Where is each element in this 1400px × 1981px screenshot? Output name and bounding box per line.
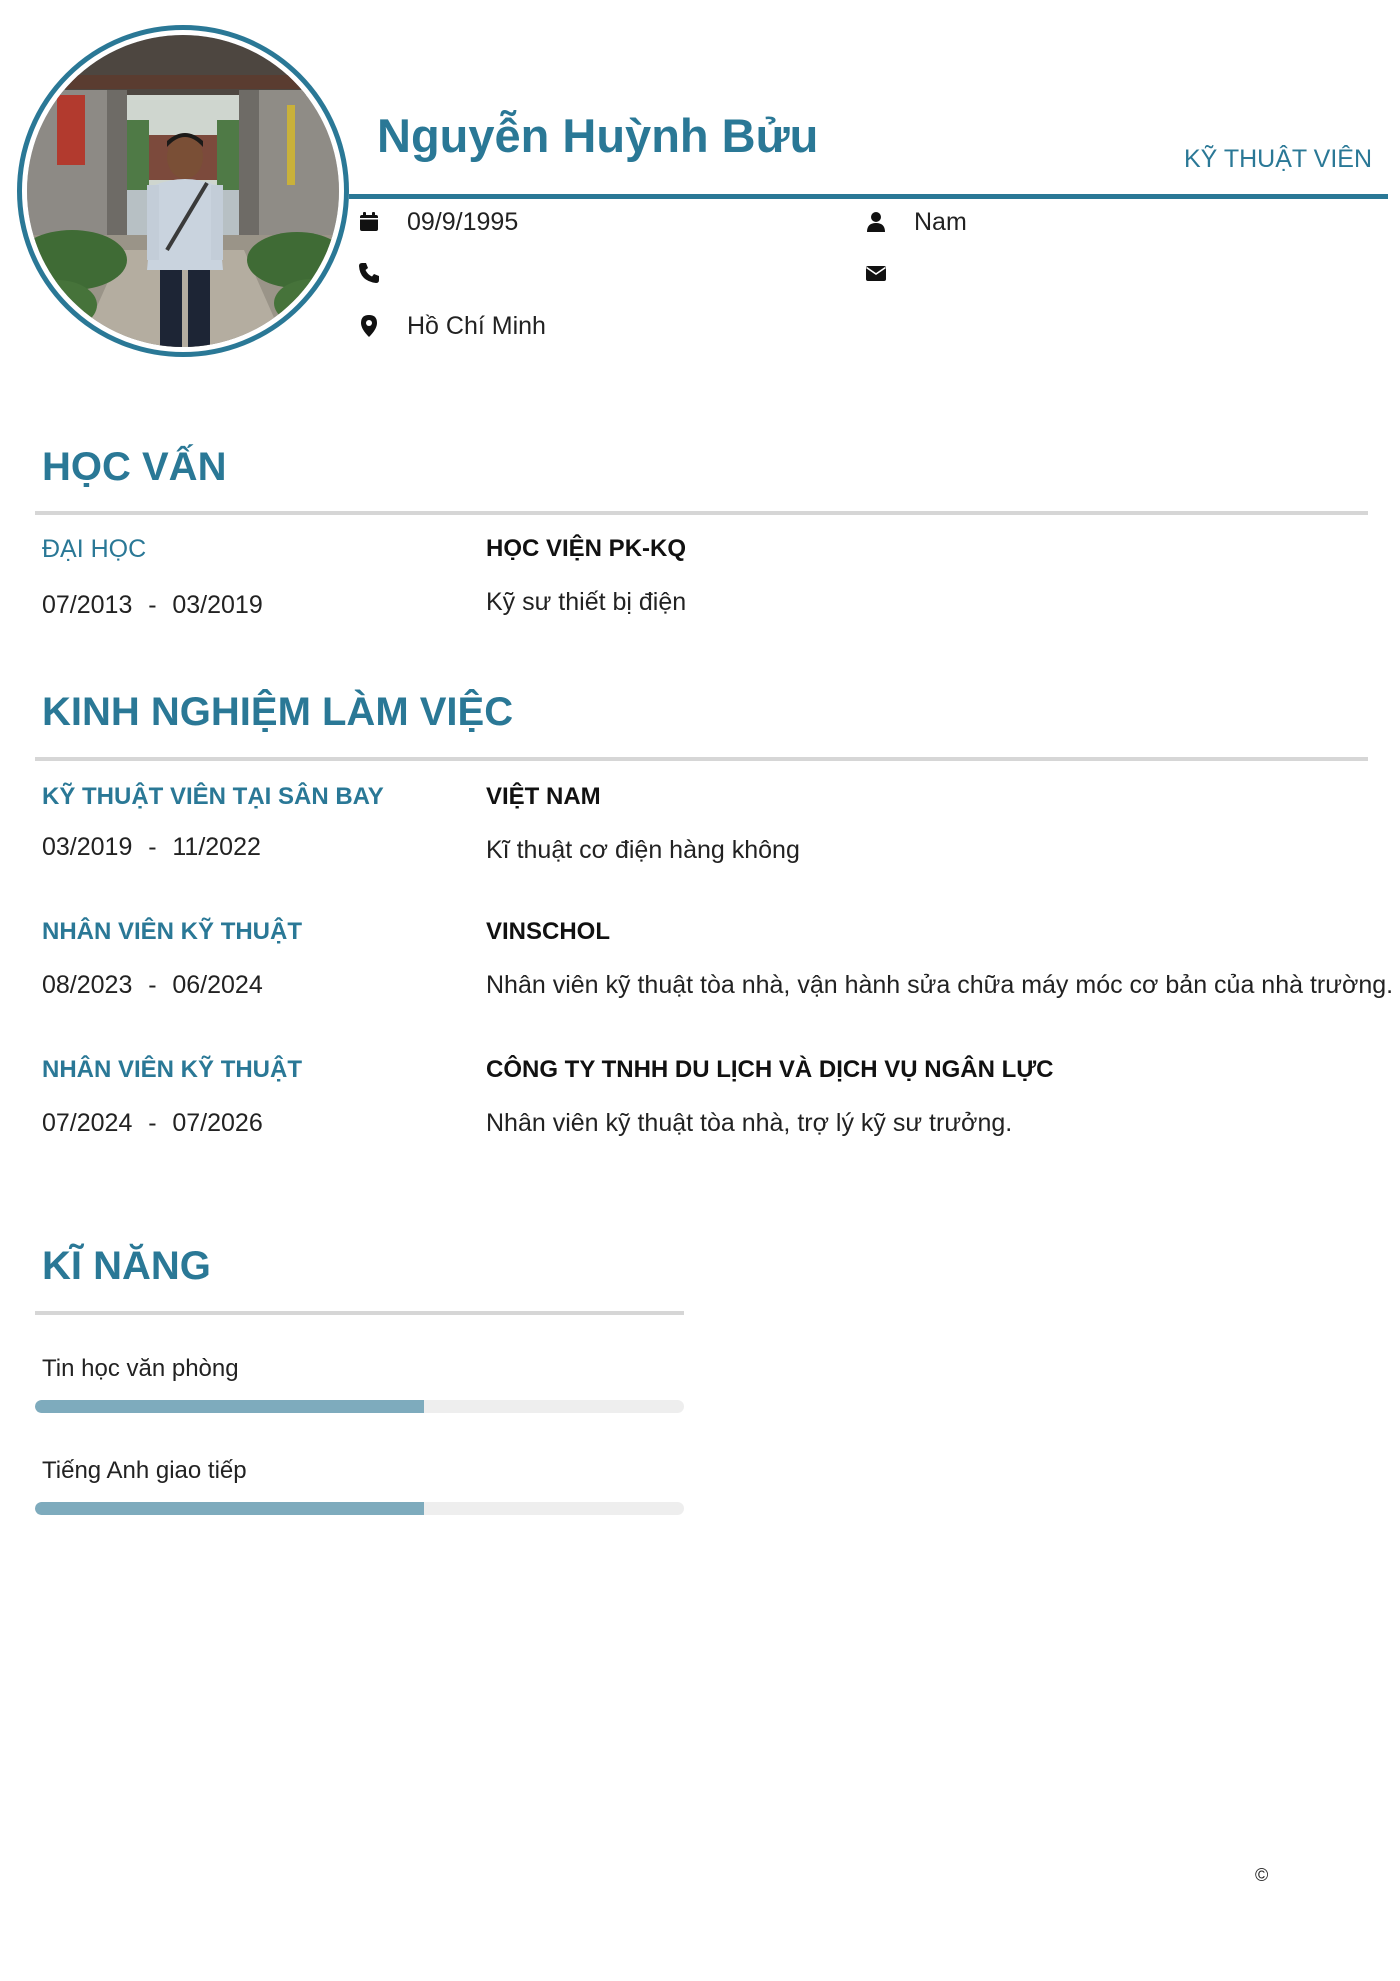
skill-name: Tin học văn phòng — [42, 1355, 239, 1382]
skill-level-fill — [35, 1502, 424, 1515]
copyright-mark: © — [1255, 1865, 1269, 1885]
gender-value: Nam — [914, 207, 967, 236]
education-end-date: 03/2019 — [172, 591, 263, 619]
map-pin-icon — [356, 313, 382, 339]
experience-start-date: 07/2024 — [42, 1109, 133, 1137]
experience-end-date: 11/2022 — [172, 833, 261, 861]
education-dates — [42, 591, 263, 620]
education-description: Kỹ sư thiết bị điện — [486, 588, 687, 616]
education-section-title: HỌC VẤN — [42, 445, 227, 489]
skills-section-title: KĨ NĂNG — [42, 1244, 211, 1288]
experience-company: CÔNG TY TNHH DU LỊCH VÀ DỊCH VỤ NGÂN LỰC — [486, 1056, 1054, 1083]
education-school: HỌC VIỆN PK-KQ — [486, 535, 687, 562]
experience-description: Kĩ thuật cơ điện hàng không — [486, 836, 800, 864]
contact-phone — [356, 257, 407, 289]
experience-description: Nhân viên kỹ thuật tòa nhà, trợ lý kỹ sư trưởng. — [486, 1109, 1013, 1137]
education-divider — [35, 511, 1368, 515]
experience-start-date: 03/2019 — [42, 833, 133, 861]
header-divider — [349, 194, 1388, 199]
experience-dates — [42, 971, 263, 1000]
skills-divider — [35, 1311, 684, 1315]
date-separator: - — [148, 1109, 157, 1137]
phone-icon — [356, 260, 382, 286]
experience-divider — [35, 757, 1368, 761]
skill-level-bar — [35, 1400, 684, 1413]
experience-end-date: 06/2024 — [172, 971, 263, 999]
experience-dates — [42, 833, 261, 862]
education-start-date: 07/2013 — [42, 591, 133, 619]
education-level: ĐẠI HỌC — [42, 535, 147, 563]
user-icon — [863, 209, 889, 235]
location-value: Hồ Chí Minh — [407, 311, 546, 340]
experience-section-title: KINH NGHIỆM LÀM VIỆC — [42, 690, 514, 734]
experience-dates — [42, 1109, 263, 1138]
profile-photo — [17, 25, 349, 357]
contact-location — [356, 310, 546, 342]
skill-level-bar — [35, 1502, 684, 1515]
experience-role: NHÂN VIÊN KỸ THUẬT — [42, 918, 303, 945]
experience-end-date: 07/2026 — [172, 1109, 263, 1137]
date-separator: - — [148, 591, 157, 619]
skill-name: Tiếng Anh giao tiếp — [42, 1457, 247, 1484]
candidate-name: Nguyễn Huỳnh Bửu — [377, 109, 819, 162]
skill-level-fill — [35, 1400, 424, 1413]
profile-photo-image — [27, 35, 339, 347]
job-title: KỸ THUẬT VIÊN — [1183, 145, 1372, 173]
envelope-icon — [863, 260, 889, 286]
experience-company: VINSCHOL — [486, 918, 611, 945]
calendar-icon — [356, 209, 382, 235]
birthdate-value: 09/9/1995 — [407, 207, 519, 236]
experience-role: KỸ THUẬT VIÊN TẠI SÂN BAY — [42, 783, 384, 810]
contact-birthdate — [356, 206, 518, 238]
experience-description: Nhân viên kỹ thuật tòa nhà, vận hành sửa chữa máy móc cơ bản của nhà trường. — [486, 971, 1394, 999]
contact-email — [863, 257, 914, 289]
experience-role: NHÂN VIÊN KỸ THUẬT — [42, 1056, 303, 1083]
contact-gender — [863, 206, 967, 238]
experience-company: VIỆT NAM — [486, 783, 601, 810]
experience-start-date: 08/2023 — [42, 971, 133, 999]
date-separator: - — [148, 971, 157, 999]
date-separator: - — [148, 833, 157, 861]
